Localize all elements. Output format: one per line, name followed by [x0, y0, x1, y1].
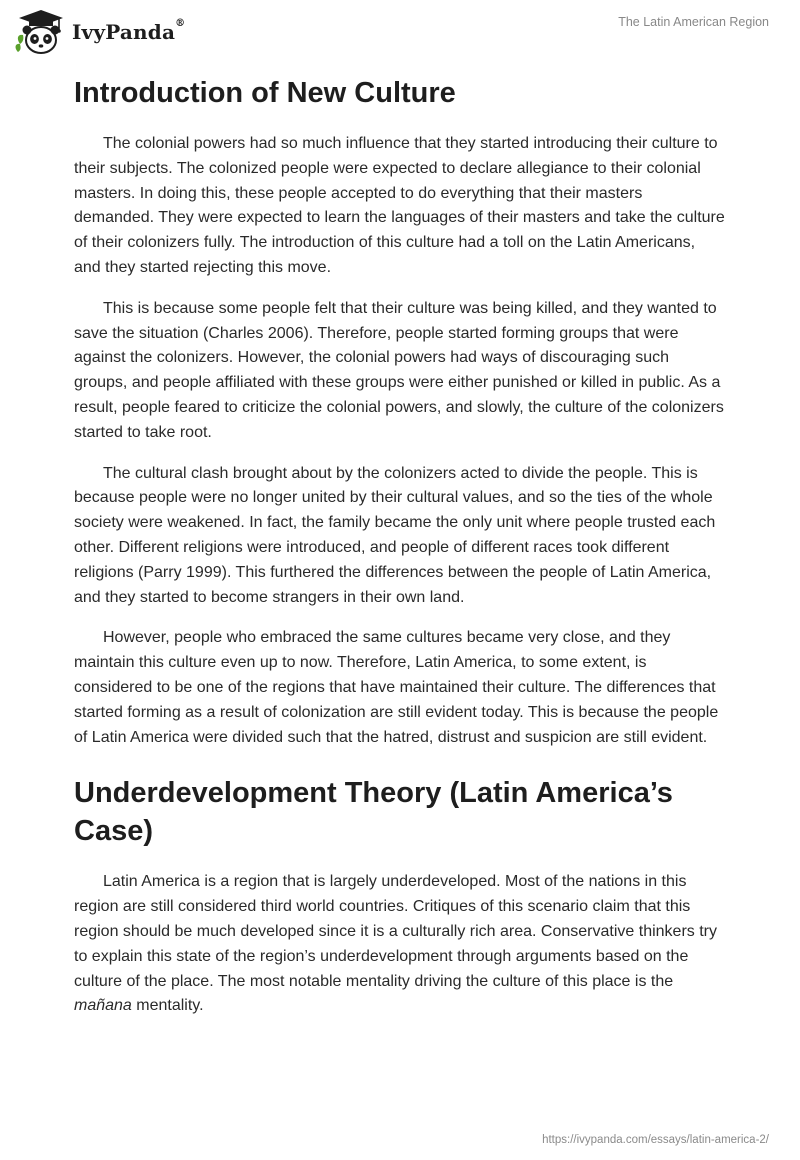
emphasis-term: mañana — [74, 997, 132, 1015]
paragraph — [74, 870, 726, 1019]
section-heading-introduction: Introduction of New Culture — [74, 77, 456, 109]
page-header — [0, 0, 800, 62]
paragraph-text: Latin America is a region that is largely underdeveloped. Most of the nations in this region are still considered third world countries. Critiques of this scenario claim that this region should be much developed since it is a culturally rich area. Conservative thinkers try to explain this state of the region’s underdevelopment through arguments based on the culture of the place. The most notable mentality driving the culture of this place is the — [74, 873, 717, 990]
panda-graduate-icon — [14, 8, 68, 56]
source-url[interactable]: https://ivypanda.com/essays/latin-america-2/ — [542, 1134, 769, 1146]
paragraph-text: mentality. — [131, 997, 204, 1015]
paragraph: This is because some people felt that their culture was being killed, and they wanted to save the situation (Charles 2006). Therefore, people started forming groups that were against the colonizers. However, the colonial powers had ways of discouraging such groups, and people affiliated with these groups were either punished or killed in public. As a result, people feared to criticize the colonial powers, and slowly, the culture of the colonizers started to take root. — [74, 299, 724, 441]
ivypanda-logo[interactable] — [14, 8, 185, 56]
paragraph: However, people who embraced the same cultures became very close, and they maintain this culture even up to now. Therefore, Latin America, to some extent, is considered to be one of the regions that have maintained their culture. The differences that started forming as a result of colonization are still evident today. This is because the people of Latin America were divided such that the hatred, distrust and suspicion are still evident. — [74, 629, 719, 746]
paragraph: The cultural clash brought about by the colonizers acted to divide the people. This is because people were no longer united by their cultural values, and so the ties of the whole society were weakened. In fact, the family became the only unit where people trusted each other. Different religions were introduced, and people of different races took different religions (Parry 1999). This furthered the differences between the people of Latin America, and they started to become strangers in their own land. — [74, 464, 716, 606]
essay-content — [74, 70, 726, 1035]
section-heading-underdevelopment: Underdevelopment Theory (Latin America’s Case) — [74, 777, 673, 848]
document-title: The Latin American Region — [618, 15, 769, 29]
logo-wordmark: IvyPanda® — [72, 18, 186, 44]
paragraph: The colonial powers had so much influence that they started introducing their culture to their subjects. The colonized people were expected to declare allegiance to their colonial masters. In doing this, these people accepted to do everything that their masters demanded. They were expected to learn the languages of their masters and take the culture of their colonizers fully. The introduction of this culture had a toll on the Latin Americans, and they started rejecting this move. — [74, 135, 725, 276]
